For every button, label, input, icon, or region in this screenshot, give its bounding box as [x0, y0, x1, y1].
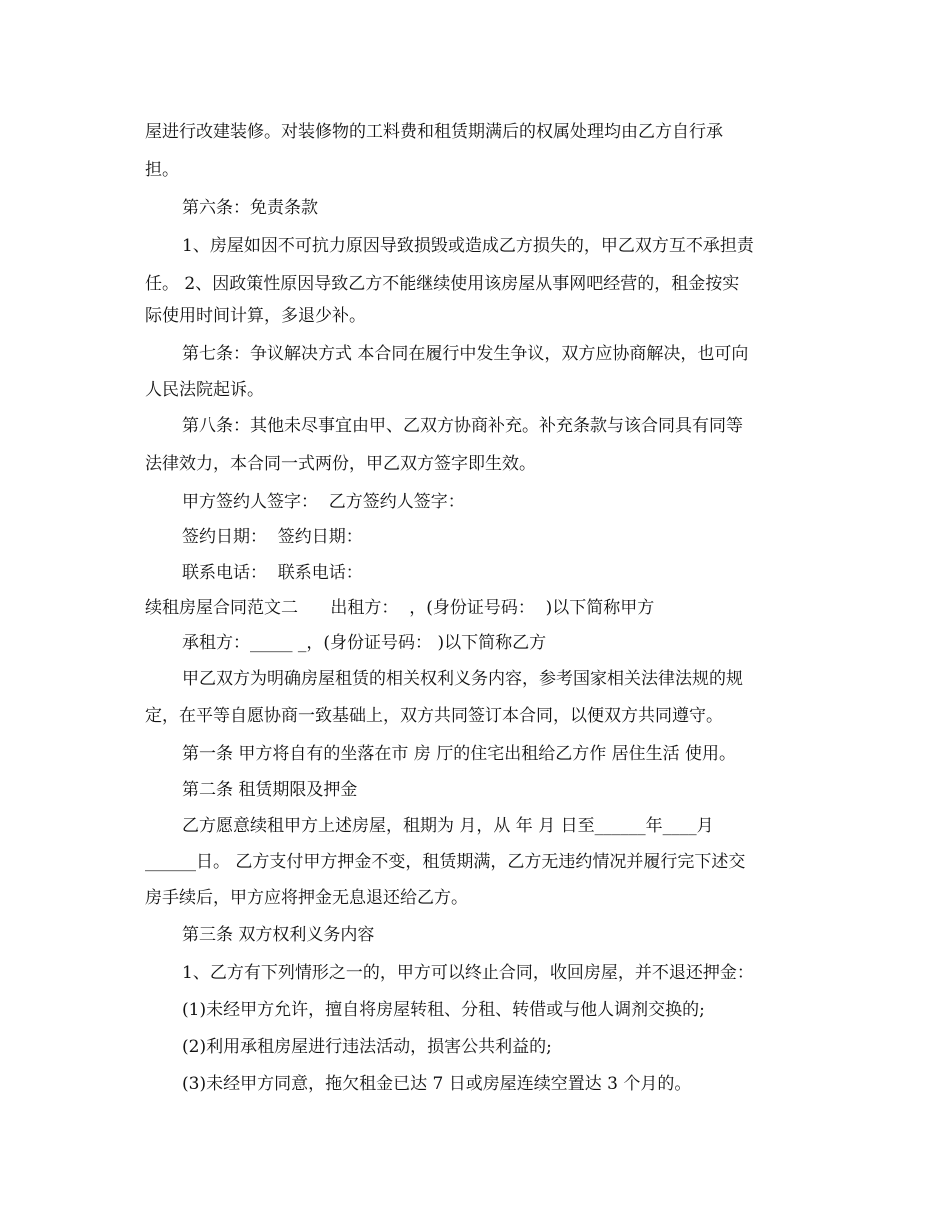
paragraph-line: 第一条 甲方将自有的坐落在市 房 厅的住宅出租给乙方作 居住生活 使用。 [182, 744, 737, 764]
paragraph-line: 法律效力，本合同一式两份，甲乙双方签字即生效。 [145, 454, 536, 474]
paragraph-line: 屋进行改建装修。对装修物的工料费和租赁期满后的权属处理均由乙方自行承 [145, 122, 723, 142]
section-heading: 第六条：免责条款 [182, 198, 318, 218]
paragraph-line: 1、房屋如因不可抗力原因导致损毁或造成乙方损失的，甲乙双方互不承担责 [182, 236, 754, 256]
signature-line: 甲方签约人签字： 乙方签约人签字： [182, 492, 465, 512]
section-heading: 第二条 租赁期限及押金 [182, 780, 358, 800]
paragraph-line: 1、乙方有下列情形之一的，甲方可以终止合同，收回房屋，并不退还押金： [182, 963, 754, 983]
paragraph-line: ______日。 乙方支付甲方押金不变，租赁期满，乙方无违约情况并履行完下述交 [145, 852, 746, 872]
paragraph-line: 人民法院起诉。 [145, 380, 264, 400]
paragraph-line: 承租方：_____ _，(身份证号码： )以下简称乙方 [182, 633, 547, 653]
phone-line: 联系电话： 联系电话： [182, 563, 363, 583]
contract-title-line: 续租房屋合同范文二 出租方： ，(身份证号码： )以下简称甲方 [145, 598, 655, 618]
paragraph-line: 第八条：其他未尽事宜由甲、乙双方协商补充。补充条款与该合同具有同等 [182, 416, 743, 436]
paragraph-line: 际使用时间计算，多退少补。 [145, 306, 366, 326]
list-item: (3)未经甲方同意，拖欠租金已达 7 日或房屋连续空置达 3 个月的。 [182, 1074, 692, 1094]
paragraph-line: 担。 [145, 160, 179, 180]
paragraph-line: 甲乙双方为明确房屋租赁的相关权利义务内容，参考国家相关法律法规的规 [182, 669, 743, 689]
section-heading: 第三条 双方权利义务内容 [182, 925, 375, 945]
list-item: (2)利用承租房屋进行违法活动，损害公共利益的; [182, 1037, 552, 1057]
paragraph-line: 房手续后，甲方应将押金无息退还给乙方。 [145, 888, 468, 908]
paragraph-line: 乙方愿意续租甲方上述房屋，租期为 月，从 年 月 日至______年____月 [182, 816, 714, 836]
list-item: (1)未经甲方允许，擅自将房屋转租、分租、转借或与他人调剂交换的; [182, 1000, 705, 1020]
paragraph-line: 任。 2、因政策性原因导致乙方不能继续使用该房屋从事网吧经营的，租金按实 [145, 274, 740, 294]
paragraph-line: 第七条：争议解决方式 本合同在履行中发生争议，双方应协商解决，也可向 [182, 344, 749, 364]
date-line: 签约日期： 签约日期： [182, 527, 363, 547]
paragraph-line: 定，在平等自愿协商一致基础上，双方共同签订本合同，以便双方共同遵守。 [145, 706, 723, 726]
